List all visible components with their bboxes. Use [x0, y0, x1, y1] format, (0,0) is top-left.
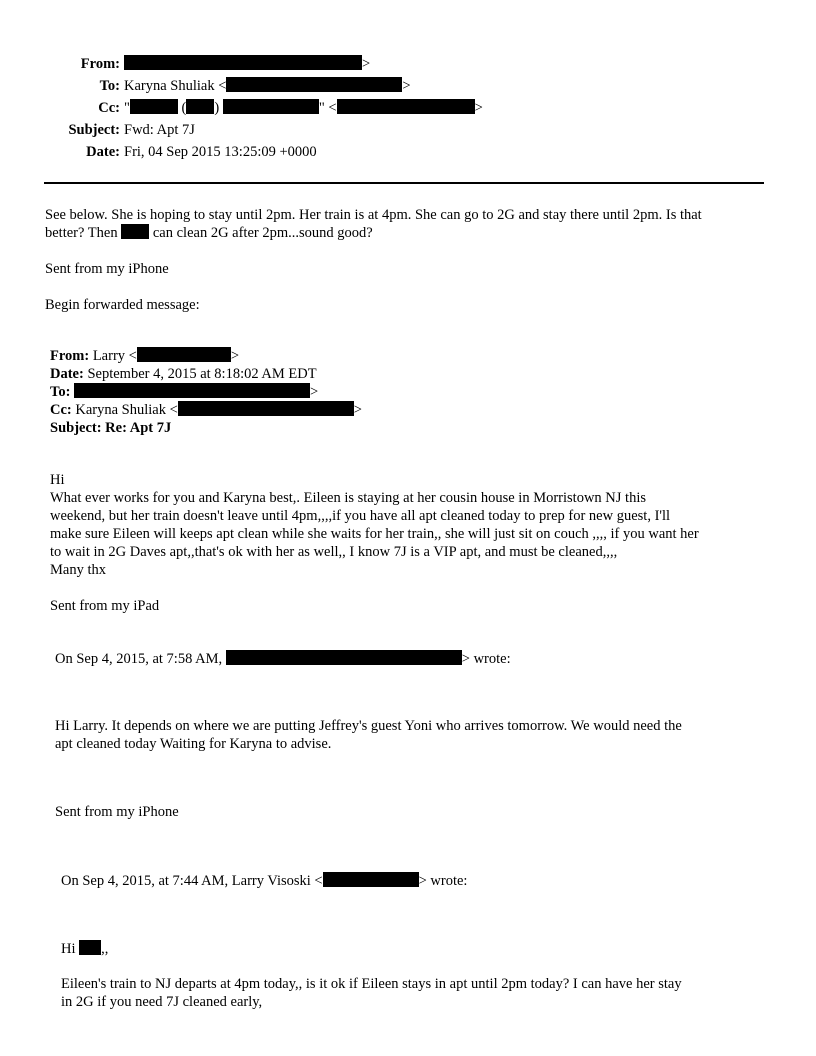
larry-line-2: weekend, but her train doesn't leave until 4pm,,,,if you have all apt cleaned today to prep for new guest, I'll — [50, 508, 671, 524]
quote1-sent: Sent from my iPhone — [55, 804, 179, 820]
redaction — [223, 99, 319, 114]
sent-from-ipad: Sent from my iPad — [50, 598, 160, 614]
from-label: From: — [80, 56, 120, 72]
to-name: Karyna Shuliak < — [124, 78, 227, 94]
quote2-hi: Hi ,, — [61, 941, 109, 957]
redaction — [226, 650, 462, 665]
header-cc: Cc: " ( ) " < > — [0, 99, 483, 117]
fwd-cc: Cc: Karyna Shuliak < > — [50, 402, 362, 418]
begin-forwarded: Begin forwarded message: — [45, 297, 200, 313]
date-label: Date: — [86, 144, 120, 160]
redaction — [130, 99, 178, 114]
fwd-from: From: Larry < > — [50, 348, 240, 364]
redaction — [178, 401, 354, 416]
redaction — [337, 99, 475, 114]
body-line-2: better? Then can clean 2G after 2pm...sound good? — [45, 225, 373, 241]
header-subject — [0, 121, 195, 139]
subject-label: Subject: — [68, 122, 120, 138]
redaction — [186, 99, 214, 114]
fwd-date: Date: September 4, 2015 at 8:18:02 AM EDT — [50, 366, 317, 382]
date-value: Fri, 04 Sep 2015 13:25:09 +0000 — [124, 144, 317, 160]
redaction — [323, 872, 419, 887]
redaction — [121, 224, 149, 239]
quote2-attribution: On Sep 4, 2015, at 7:44 AM, Larry Visoski < > wrote: — [61, 873, 468, 889]
redaction — [137, 347, 231, 362]
subject-value: Fwd: Apt 7J — [124, 122, 195, 138]
to-label: To: — [99, 78, 120, 94]
fwd-to: To: > — [50, 384, 319, 400]
larry-line-3: make sure Eileen will keeps apt clean while she waits for her train,, she will just sit on couch ,,,, if you want her — [50, 526, 699, 542]
redaction — [226, 77, 402, 92]
quote2-line-2: in 2G if you need 7J cleaned early, — [61, 994, 263, 1010]
cc-label: Cc: — [98, 100, 120, 116]
fwd-subject: Subject: Re: Apt 7J — [50, 420, 172, 436]
redaction — [79, 940, 101, 955]
body-line-1: See below. She is hoping to stay until 2pm. Her train is at 4pm. She can go to 2G and stay there until 2pm. Is that — [45, 207, 702, 223]
larry-hi: Hi — [50, 472, 65, 488]
header-divider — [44, 182, 764, 184]
header-to: To: Karyna Shuliak < > — [0, 77, 411, 95]
quote1-line-2: apt cleaned today Waiting for Karyna to advise. — [55, 736, 332, 752]
header-from: From: > — [0, 55, 370, 73]
redaction — [124, 55, 362, 70]
redaction — [74, 383, 310, 398]
larry-line-1: What ever works for you and Karyna best,. Eileen is staying at her cousin house in Morristown NJ this — [50, 490, 646, 506]
larry-line-5: Many thx — [50, 562, 106, 578]
quote1-line-1: Hi Larry. It depends on where we are putting Jeffrey's guest Yoni who arrives tomorrow. We would need the — [55, 718, 682, 734]
header-date — [0, 143, 317, 161]
quote2-line-1: Eileen's train to NJ departs at 4pm today,, is it ok if Eileen stays in apt until 2pm today? I can have her stay — [61, 976, 682, 992]
sent-from-iphone: Sent from my iPhone — [45, 261, 169, 277]
quote1-attribution: On Sep 4, 2015, at 7:58 AM, > wrote: — [55, 651, 511, 667]
larry-line-4: to wait in 2G Daves apt,,that's ok with her as well,, I know 7J is a VIP apt, and must be cleaned,,,, — [50, 544, 618, 560]
